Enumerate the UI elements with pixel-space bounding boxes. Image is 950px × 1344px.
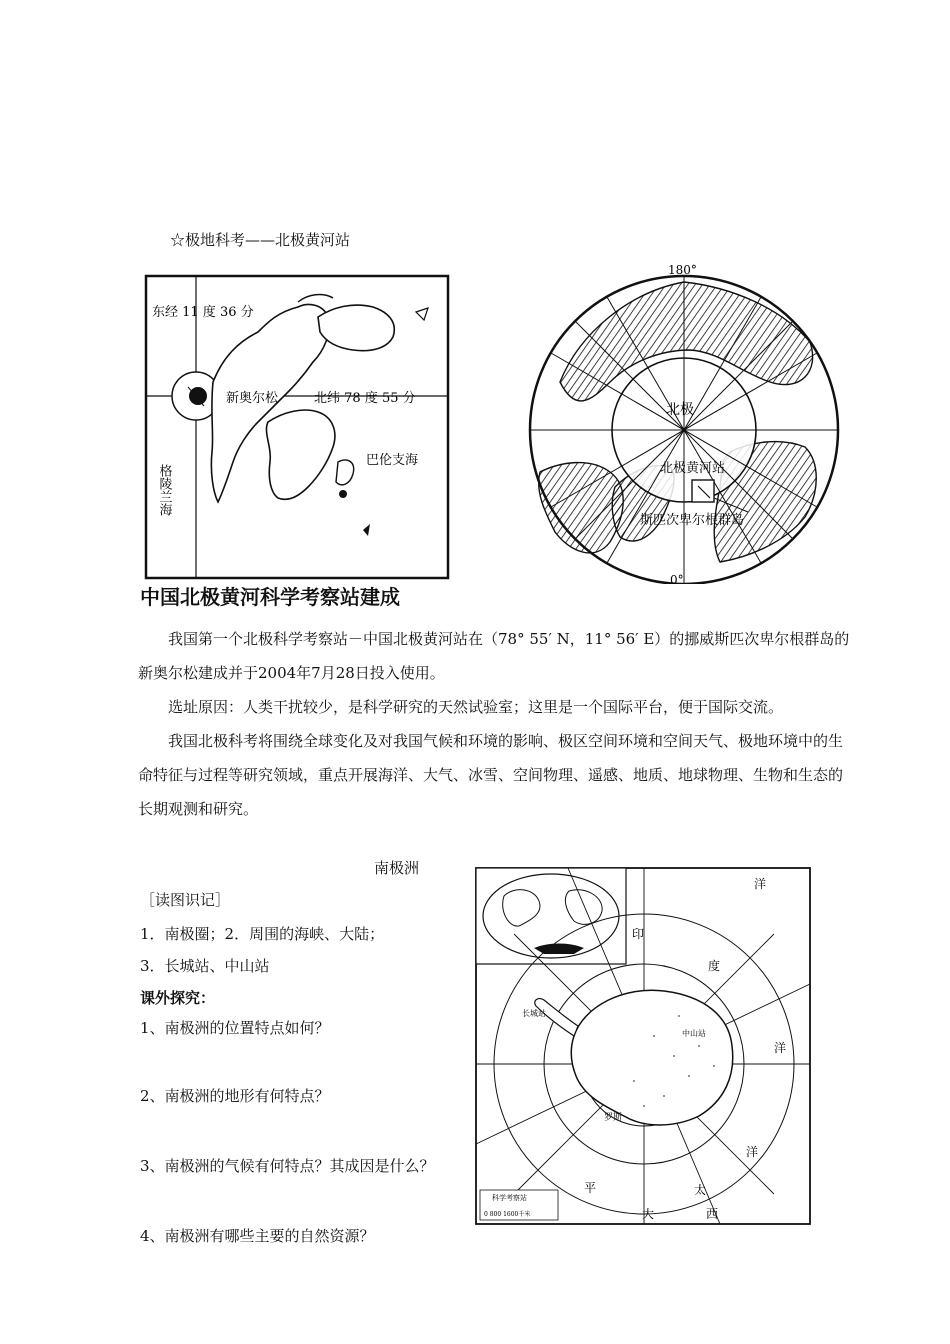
svalbard-map bbox=[138, 262, 456, 584]
pacific-char-2: 洋 bbox=[746, 1145, 759, 1159]
paragraph-research: 我国北极科考将围绕全球变化及对我国气候和环境的影响、极区空间环境和空间天气、极地环境中的生命特征与过程等研究领域，重点开展海洋、大气、冰雪、空间物理、遥感、地质、地球物理、生物和生态的长期观测和研究。 bbox=[138, 732, 844, 818]
great-wall-label: 长城站 bbox=[522, 1009, 546, 1018]
legend-scale: 0 800 1600千米 bbox=[484, 1211, 531, 1218]
reading-header: ［读图识记］ bbox=[140, 891, 231, 909]
zhongshan-label: 中山站 bbox=[682, 1029, 706, 1038]
ross-label: 罗斯 bbox=[604, 1113, 623, 1123]
barents-sea-label: 巴伦支海 bbox=[366, 453, 419, 468]
station-label: 新奥尔松 bbox=[226, 391, 279, 406]
indian-ocean-char-2: 度 bbox=[708, 959, 721, 973]
question-2: 2、南极洲的地形有何特点？ bbox=[140, 1087, 330, 1105]
explore-header: 课外探究： bbox=[140, 989, 216, 1007]
meridian-180-label: 180° bbox=[668, 263, 697, 277]
ocean-char: 太 bbox=[694, 1183, 707, 1197]
figure-caption: 中国北极黄河科学考察站建成 bbox=[140, 585, 400, 609]
indian-ocean-char-3: 洋 bbox=[774, 1041, 787, 1055]
atlantic-char-1: 大 bbox=[642, 1207, 655, 1221]
paragraph-reason: 选址原因：人类干扰较少，是科学研究的天然试验室；这里是一个国际平台，便于国际交流。 bbox=[168, 698, 784, 716]
latitude-label: 北纬 78 度 55 分 bbox=[314, 391, 416, 406]
indian-ocean-char-1: 印 bbox=[632, 927, 645, 941]
arctic-polar-map bbox=[520, 262, 854, 584]
section-title: ☆极地科考——北极黄河站 bbox=[170, 231, 351, 249]
archipelago-label: 斯匹次卑尔根群岛 bbox=[640, 513, 745, 528]
station-label-polar: 北极黄河站 bbox=[660, 461, 726, 476]
question-1: 1、南极洲的位置特点如何？ bbox=[140, 1019, 330, 1037]
question-3: 3、南极洲的气候有何特点？其成因是什么？ bbox=[140, 1157, 435, 1175]
paragraph-intro: 我国第一个北极科学考察站－中国北极黄河站在（78° 55′ N，11° 56′ E）的挪威斯匹次卑尔根群岛的新奥尔松建成并于2004年7月28日投入使用。 bbox=[138, 630, 850, 682]
longitude-label: 东经 11 度 36 分 bbox=[152, 305, 254, 320]
north-pole-label: 北极 bbox=[666, 402, 694, 418]
sea-char: 洋 bbox=[754, 877, 767, 891]
antarctica-title: 南极洲 bbox=[374, 859, 420, 877]
meridian-0-label: 0° bbox=[670, 573, 684, 584]
greenland-sea-label: 格陵兰海 bbox=[156, 464, 172, 516]
legend-title: 科学考察站 bbox=[492, 1194, 527, 1202]
question-4: 4、南极洲有哪些主要的自然资源？ bbox=[140, 1227, 375, 1245]
pacific-char-1: 平 bbox=[584, 1181, 597, 1195]
reading-item-2: 3．长城站、中山站 bbox=[140, 957, 270, 975]
atlantic-char-2: 西 bbox=[706, 1207, 719, 1221]
antarctica-map bbox=[474, 866, 814, 1228]
reading-item-1: 1．南极圈；2．周围的海峡、大陆； bbox=[140, 925, 385, 943]
